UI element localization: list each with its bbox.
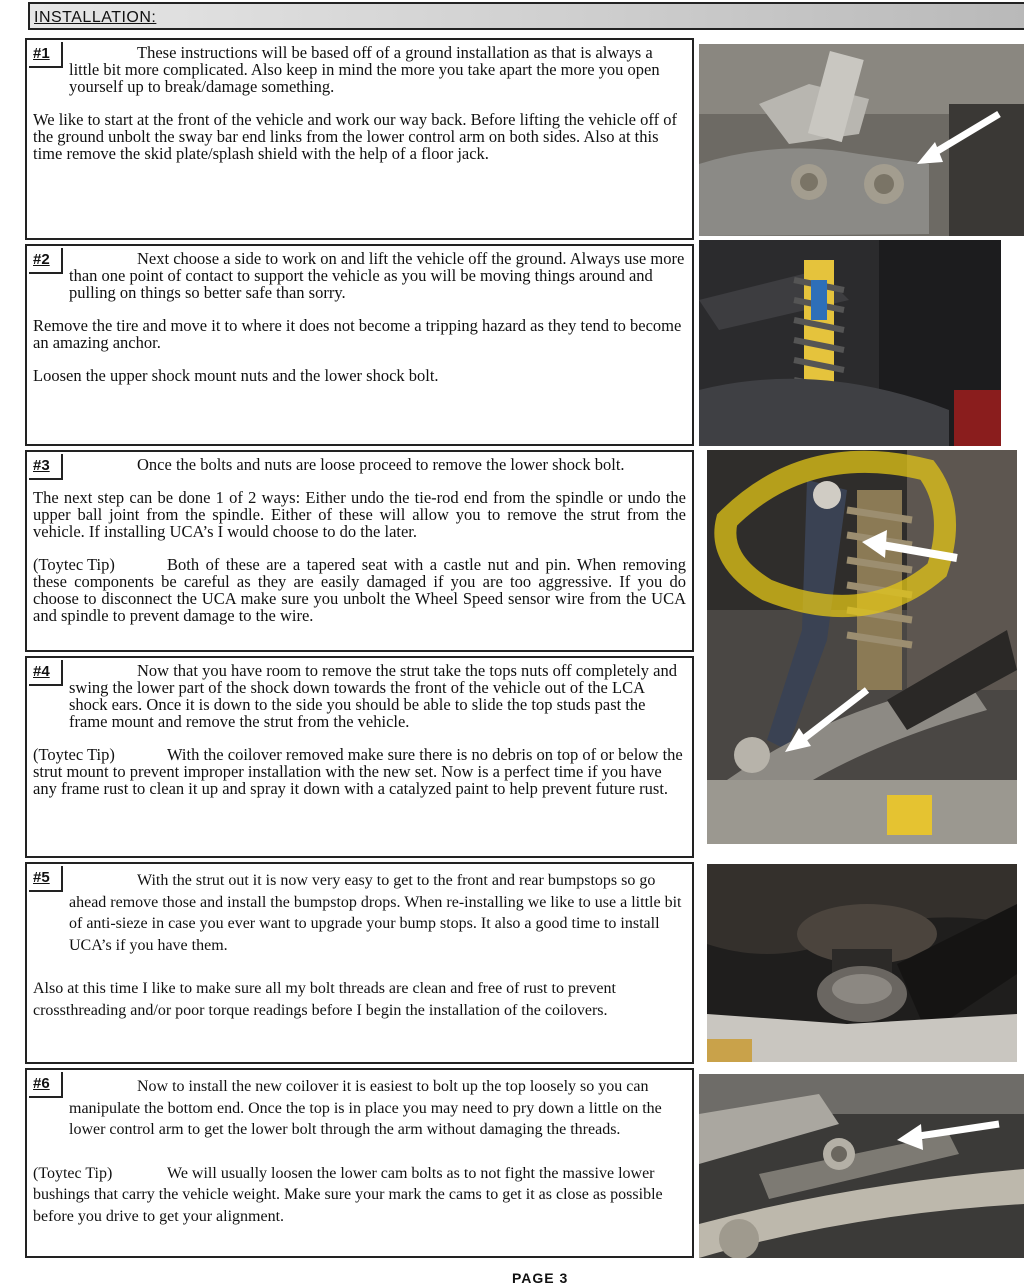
tip-text: We will usually loosen the lower cam bolts as to not fight the massive lower bushings that carry the vehicle weight. Make sure your mark the cams to get it as close as possible before you drive to get your alignment. (33, 1164, 663, 1225)
step-paragraph: Once the bolts and nuts are loose proceed to remove the lower shock bolt. (137, 455, 625, 474)
step-number: #3 (29, 454, 63, 480)
step-text (33, 250, 686, 400)
tip-text: Both of these are a tapered seat with a castle nut and pin. When removing these components be careful as they are easily damaged if you are too aggressive. If you do choose to disconnect the UCA make sure you unbolt the Wheel Speed sensor wire from the UCA and spindle to prevent damage to the wire. (33, 555, 686, 625)
step-5-photo (707, 864, 1017, 1062)
step-6-photo (699, 1074, 1024, 1258)
step-number: #2 (29, 248, 63, 274)
tip-text: With the coilover removed make sure there is no debris on top of or below the strut mount to prevent improper installation with the new set. Now is a perfect time if you have any frame rust to clean it up and spray it down with a catalyzed paint to help prevent future rust. (33, 745, 683, 798)
step-tip (33, 556, 686, 624)
step-text (33, 1076, 686, 1243)
step-tip (33, 1163, 686, 1228)
step-paragraph: These instructions will be based off of a ground installation as that is always a little bit more complicated. Also keep in mind the more you take apart the more you open yourself up to break/damage something. (69, 43, 660, 96)
step-paragraph: Now that you have room to remove the strut take the tops nuts off completely and swing the lower part of the shock down towards the front of the vehicle out of the LCA shock ears. Once it is down to the side you should be able to slide the top studs past the frame mount and remove the strut from the vehicle. (69, 661, 677, 731)
step-text (33, 662, 686, 813)
step-text (33, 870, 686, 1037)
step-paragraph: Loosen the upper shock mount nuts and the lower shock bolt. (33, 366, 439, 385)
step-number: #1 (29, 42, 63, 68)
step-4-box (25, 656, 694, 858)
step-text (33, 44, 686, 178)
step-paragraph: Remove the tire and move it to where it does not become a tripping hazard as they tend to become an amazing anchor. (33, 316, 682, 352)
page-footer: PAGE 3 (512, 1270, 569, 1286)
step-paragraph: With the strut out it is now very easy to get to the front and rear bumpstops so go ahead remove those and install the bumpstop drops. When re-installing we like to use a little bit of anti-sieze in case you ever want to upgrade your bump stops. It also a good time to install UCA’s if you have them. (69, 872, 682, 954)
step-tip (33, 746, 686, 797)
step-3-4-photo (707, 450, 1017, 844)
section-header (28, 2, 1024, 30)
step-text (33, 456, 686, 640)
step-2-box (25, 244, 694, 446)
tip-label: (Toytec Tip) (33, 555, 115, 574)
step-1-photo (699, 44, 1024, 236)
step-paragraph: Also at this time I like to make sure all my bolt threads are clean and free of rust to prevent crossthreading and/or poor torque readings before I begin the installation of the coilovers. (33, 980, 616, 1019)
step-number: #5 (29, 866, 63, 892)
tip-label: (Toytec Tip) (33, 1164, 113, 1182)
step-number: #6 (29, 1072, 63, 1098)
tip-label: (Toytec Tip) (33, 745, 115, 764)
step-paragraph: We like to start at the front of the vehicle and work our way back. Before lifting the vehicle off of the ground unbolt the sway bar end links from the lower control arm on both sides. Also at this time remove the skid plate/splash shield with the help of a floor jack. (33, 110, 677, 163)
step-paragraph: The next step can be done 1 of 2 ways: Either undo the tie-rod end from the spindle or undo the upper ball joint from the spindle. Either of these will allow you to remove the strut from the vehicle. If installing UCA’s I would choose to do the later. (33, 488, 686, 541)
step-5-box (25, 862, 694, 1064)
step-6-box (25, 1068, 694, 1258)
step-2-photo (699, 240, 1001, 446)
step-paragraph: Next choose a side to work on and lift the vehicle off the ground. Always use more than one point of contact to support the vehicle as you will be moving things around and pulling on things so better safe than sorry. (69, 249, 685, 302)
step-1-box (25, 38, 694, 240)
step-3-box (25, 450, 694, 652)
step-number: #4 (29, 660, 63, 686)
step-paragraph: Now to install the new coilover it is easiest to bolt up the top loosely so you can manipulate the bottom end. Once the top is in place you may need to pry down a little on the lower control arm to get the lower bolt through the arm without damaging the threads. (69, 1078, 662, 1138)
section-title: INSTALLATION: (34, 9, 157, 26)
